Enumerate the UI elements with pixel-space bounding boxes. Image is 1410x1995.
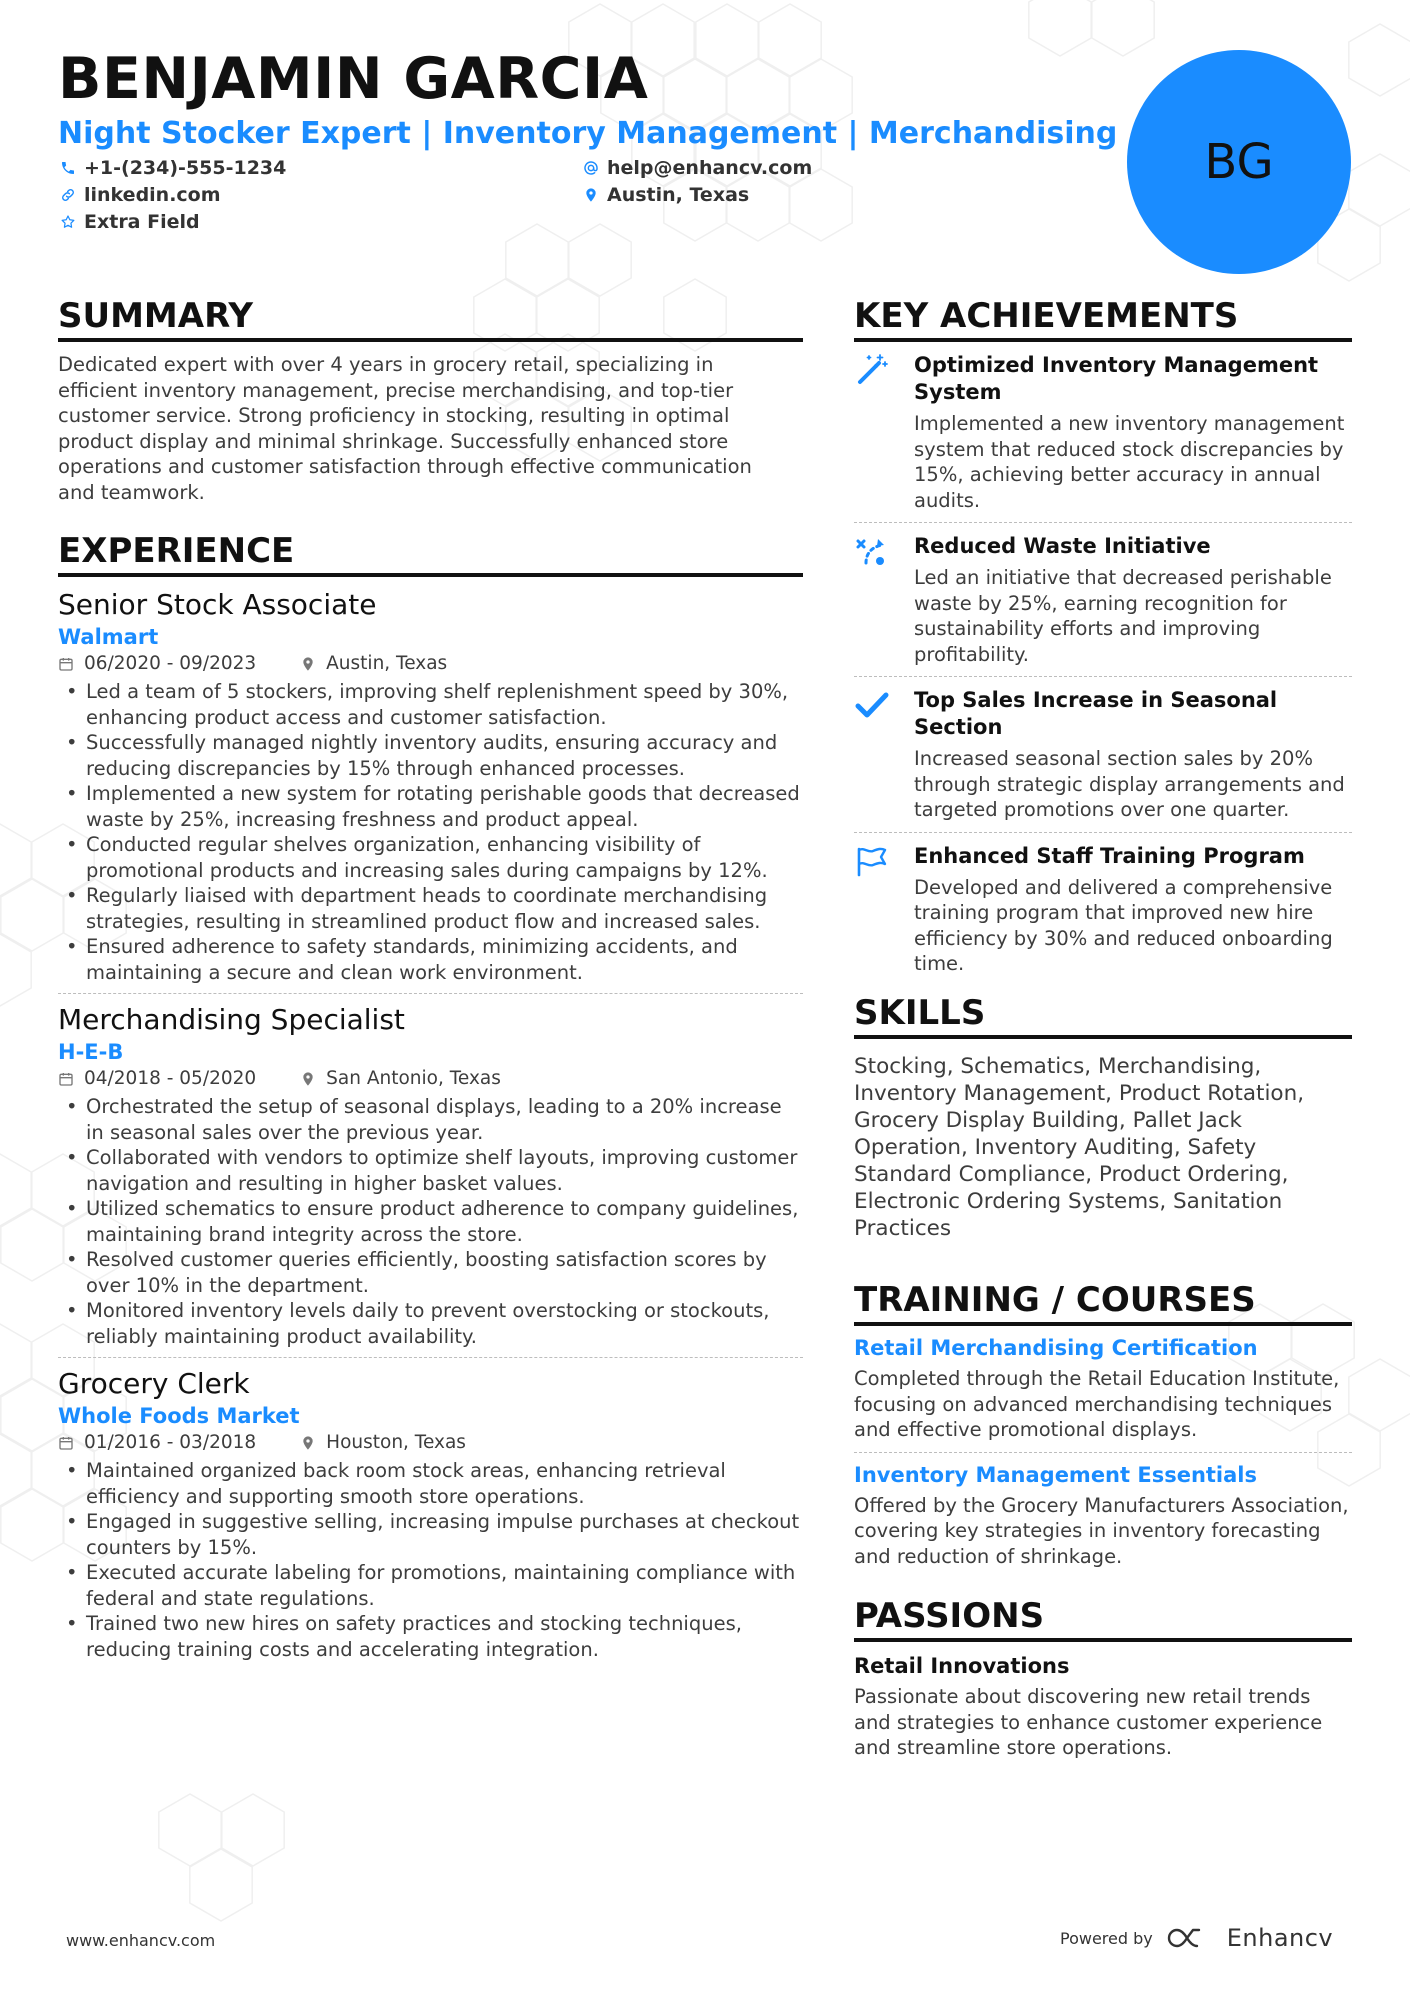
section-divider [854, 1638, 1352, 1642]
experience-section [58, 529, 803, 1662]
linkedin-text: linkedin.com [84, 184, 221, 206]
entry-divider [854, 1452, 1352, 1453]
achievements-section [854, 294, 1352, 977]
entry-divider [854, 676, 1352, 677]
section-divider [854, 1035, 1352, 1039]
list-item: • Ensured adherence to safety standards, minimizing accidents, and maintaining a secure and clean work environment. [58, 934, 803, 985]
calendar-icon [58, 1435, 74, 1451]
extra-field [60, 209, 200, 235]
section-divider [58, 573, 803, 577]
location-pin-icon [583, 187, 599, 203]
brand-name: Enhancv [1226, 1924, 1334, 1952]
job-entry [58, 1002, 803, 1349]
list-item: • Regularly liaised with department heads to coordinate merchandising strategies, resulting in streamlined product flow and increased sales. [58, 883, 803, 934]
phone[interactable] [60, 155, 286, 181]
job-title: Merchandising Specialist [58, 1003, 405, 1036]
location-pin-icon [300, 1071, 316, 1087]
passions-heading: PASSIONS [854, 1596, 1045, 1636]
hexagon-shape [0, 934, 31, 1006]
list-item: • Monitored inventory levels daily to prevent overstocking or stockouts, reliably maintaining product availability. [58, 1298, 803, 1349]
location-pin-icon [300, 656, 316, 672]
company-name: Whole Foods Market [58, 1404, 300, 1428]
at-icon [583, 160, 599, 176]
achievement-item [854, 843, 1352, 977]
job-dates: 01/2016 - 03/2018 [84, 1432, 257, 1453]
entry-divider [58, 993, 803, 994]
calendar-icon [58, 656, 74, 672]
hexagon-shape [1029, 0, 1091, 56]
job-meta [58, 1066, 803, 1092]
footer-website[interactable]: www.enhancv.com [66, 1931, 216, 1950]
course-title: Retail Merchandising Certification [854, 1336, 1258, 1360]
achievement-title: Reduced Waste Initiative [914, 534, 1211, 558]
job-entry [58, 1366, 803, 1662]
skills-heading: SKILLS [854, 993, 986, 1033]
skills-list: Stocking, Schematics, Merchandising, Inventory Management, Product Rotation, Grocery Display Building, Pallet Jack Operation, Inventory Auditing, Safety Standard Compliance, Product Ordering, Electronic Ordering Systems, Sanitation Practices [854, 1054, 1305, 1241]
job-dates: 04/2018 - 05/2020 [84, 1068, 257, 1089]
list-item: • Engaged in suggestive selling, increasing impulse purchases at checkout counters by 15%. [58, 1509, 803, 1560]
training-heading: TRAINING / COURSES [854, 1280, 1256, 1320]
hexagon-shape [0, 1154, 31, 1226]
hexagon-shape [1349, 24, 1410, 96]
passion-title: Retail Innovations [854, 1654, 1070, 1678]
hexagon-shape [1092, 0, 1154, 56]
skills-section [854, 991, 1352, 1242]
section-divider [58, 338, 803, 342]
list-item: • Trained two new hires on safety practices and stocking techniques, reducing training costs and accelerating integration. [58, 1611, 803, 1662]
flag-icon [854, 843, 890, 879]
section-divider [854, 1322, 1352, 1326]
passion-text: Passionate about discovering new retail trends and strategies to enhance customer experience and streamline store operations. [854, 1685, 1323, 1759]
phone-icon [60, 160, 76, 176]
summary-text: Dedicated expert with over 4 years in grocery retail, specializing in efficient inventory management, precise merchandising, and top-tier customer service. Strong proficiency in stocking, resulting in optimal product display and minimal shrinkage. Successfully enhanced store operations and customer satisfaction through effective communication and teamwork. [58, 353, 752, 504]
company-name: H-E-B [58, 1040, 124, 1064]
entry-divider [854, 522, 1352, 523]
achievement-text: Implemented a new inventory management system that reduced stock discrepancies by 15%, achieving better accuracy in annual audits. [914, 412, 1345, 512]
hexagon-shape [0, 1324, 31, 1396]
achievements-heading: KEY ACHIEVEMENTS [854, 296, 1239, 336]
checkmark-icon [854, 687, 890, 723]
job-title: Senior Stock Associate [58, 588, 377, 621]
achievement-title: Optimized Inventory Management System [914, 353, 1319, 404]
course-item [854, 1334, 1352, 1443]
list-item: • Successfully managed nightly inventory audits, ensuring accuracy and reducing discrepancies by 15% through enhanced processes. [58, 730, 803, 781]
extra-field-text: Extra Field [84, 211, 200, 233]
job-location: San Antonio, Texas [326, 1068, 501, 1089]
summary-section [58, 294, 803, 505]
job-meta [58, 1430, 803, 1456]
star-icon [60, 214, 76, 230]
section-divider [854, 338, 1352, 342]
job-location: Austin, Texas [326, 653, 448, 674]
phone-text: +1-(234)-555-1234 [84, 157, 287, 179]
achievement-item [854, 533, 1352, 667]
list-item: • Orchestrated the setup of seasonal displays, leading to a 20% increase in seasonal sales over the previous year. [58, 1094, 803, 1145]
entry-divider [854, 832, 1352, 833]
course-text: Completed through the Retail Education Institute, focusing on advanced merchandising techniques and effective promotional displays. [854, 1367, 1340, 1441]
list-item: • Maintained organized back room stock areas, enhancing retrieval efficiency and supporting smooth store operations. [58, 1458, 803, 1509]
course-item [854, 1461, 1352, 1570]
achievement-text: Increased seasonal section sales by 20% through strategic display arrangements and targeted promotions over one quarter. [914, 747, 1345, 821]
job-bullets [58, 1458, 803, 1662]
link-icon [60, 187, 76, 203]
avatar: BG [1127, 50, 1351, 274]
email-text: help@enhancv.com [607, 157, 813, 179]
location [583, 182, 749, 208]
hexagon-shape [0, 1434, 31, 1506]
job-bullets [58, 679, 803, 985]
achievement-text: Developed and delivered a comprehensive training program that improved new hire efficiency by 30% and reduced onboarding time. [914, 875, 1333, 975]
achievement-item [854, 352, 1352, 513]
hexagon-shape [0, 824, 31, 896]
summary-heading: SUMMARY [58, 296, 254, 336]
hexagon-shape [1349, 154, 1410, 226]
hexagon-shape [1349, 1359, 1410, 1431]
job-location: Houston, Texas [326, 1432, 466, 1453]
job-bullets [58, 1094, 803, 1349]
list-item: • Resolved customer queries efficiently, boosting satisfaction scores by over 10% in the department. [58, 1247, 803, 1298]
magic-wand-icon [854, 352, 890, 388]
list-item: • Implemented a new system for rotating perishable goods that decreased waste by 25%, increasing freshness and product appeal. [58, 781, 803, 832]
footer-brand[interactable] [1060, 1924, 1333, 1952]
achievement-item [854, 687, 1352, 823]
candidate-name: BENJAMIN GARCIA [58, 46, 649, 112]
job-meta [58, 651, 803, 677]
powered-by-label: Powered by [1060, 1928, 1153, 1948]
passions-section [854, 1594, 1352, 1761]
location-text: Austin, Texas [607, 184, 750, 206]
training-section [854, 1278, 1352, 1569]
hexagon-shape [159, 1794, 221, 1866]
experience-heading: EXPERIENCE [58, 531, 295, 571]
achievement-text: Led an initiative that decreased perishable waste by 25%, earning recognition for sustainability efforts and improving profitability. [914, 566, 1332, 666]
achievement-title: Top Sales Increase in Seasonal Section [914, 688, 1278, 739]
calendar-icon [58, 1071, 74, 1087]
company-name: Walmart [58, 625, 159, 649]
linkedin[interactable] [60, 182, 221, 208]
achievement-title: Enhanced Staff Training Program [914, 843, 1305, 868]
job-title: Grocery Clerk [58, 1367, 250, 1400]
course-text: Offered by the Grocery Manufacturers Association, covering key strategies in inventory forecasting and reduction of shrinkage. [854, 1493, 1349, 1568]
entry-divider [58, 1357, 803, 1358]
job-entry [58, 587, 803, 985]
list-item: • Utilized schematics to ensure product adherence to company guidelines, maintaining brand integrity across the store. [58, 1196, 803, 1247]
headline: Night Stocker Expert | Inventory Management | Merchandising [58, 116, 1118, 151]
email[interactable] [583, 155, 812, 181]
list-item: • Collaborated with vendors to optimize shelf layouts, improving customer navigation and resulting in higher basket values. [58, 1145, 803, 1196]
job-dates: 06/2020 - 09/2023 [84, 653, 257, 674]
list-item: • Executed accurate labeling for promotions, maintaining compliance with federal and state regulations. [58, 1560, 803, 1611]
location-pin-icon [300, 1435, 316, 1451]
list-item: • Led a team of 5 stockers, improving shelf replenishment speed by 30%, enhancing product access and customer satisfaction. [58, 679, 803, 730]
list-item: • Conducted regular shelves organization, enhancing visibility of promotional products and increasing sales during campaigns by 12%. [58, 832, 803, 883]
enhancv-logo-icon [1167, 1926, 1213, 1950]
passion-item [854, 1652, 1352, 1761]
course-title: Inventory Management Essentials [854, 1462, 1257, 1487]
strategy-icon [854, 533, 890, 569]
